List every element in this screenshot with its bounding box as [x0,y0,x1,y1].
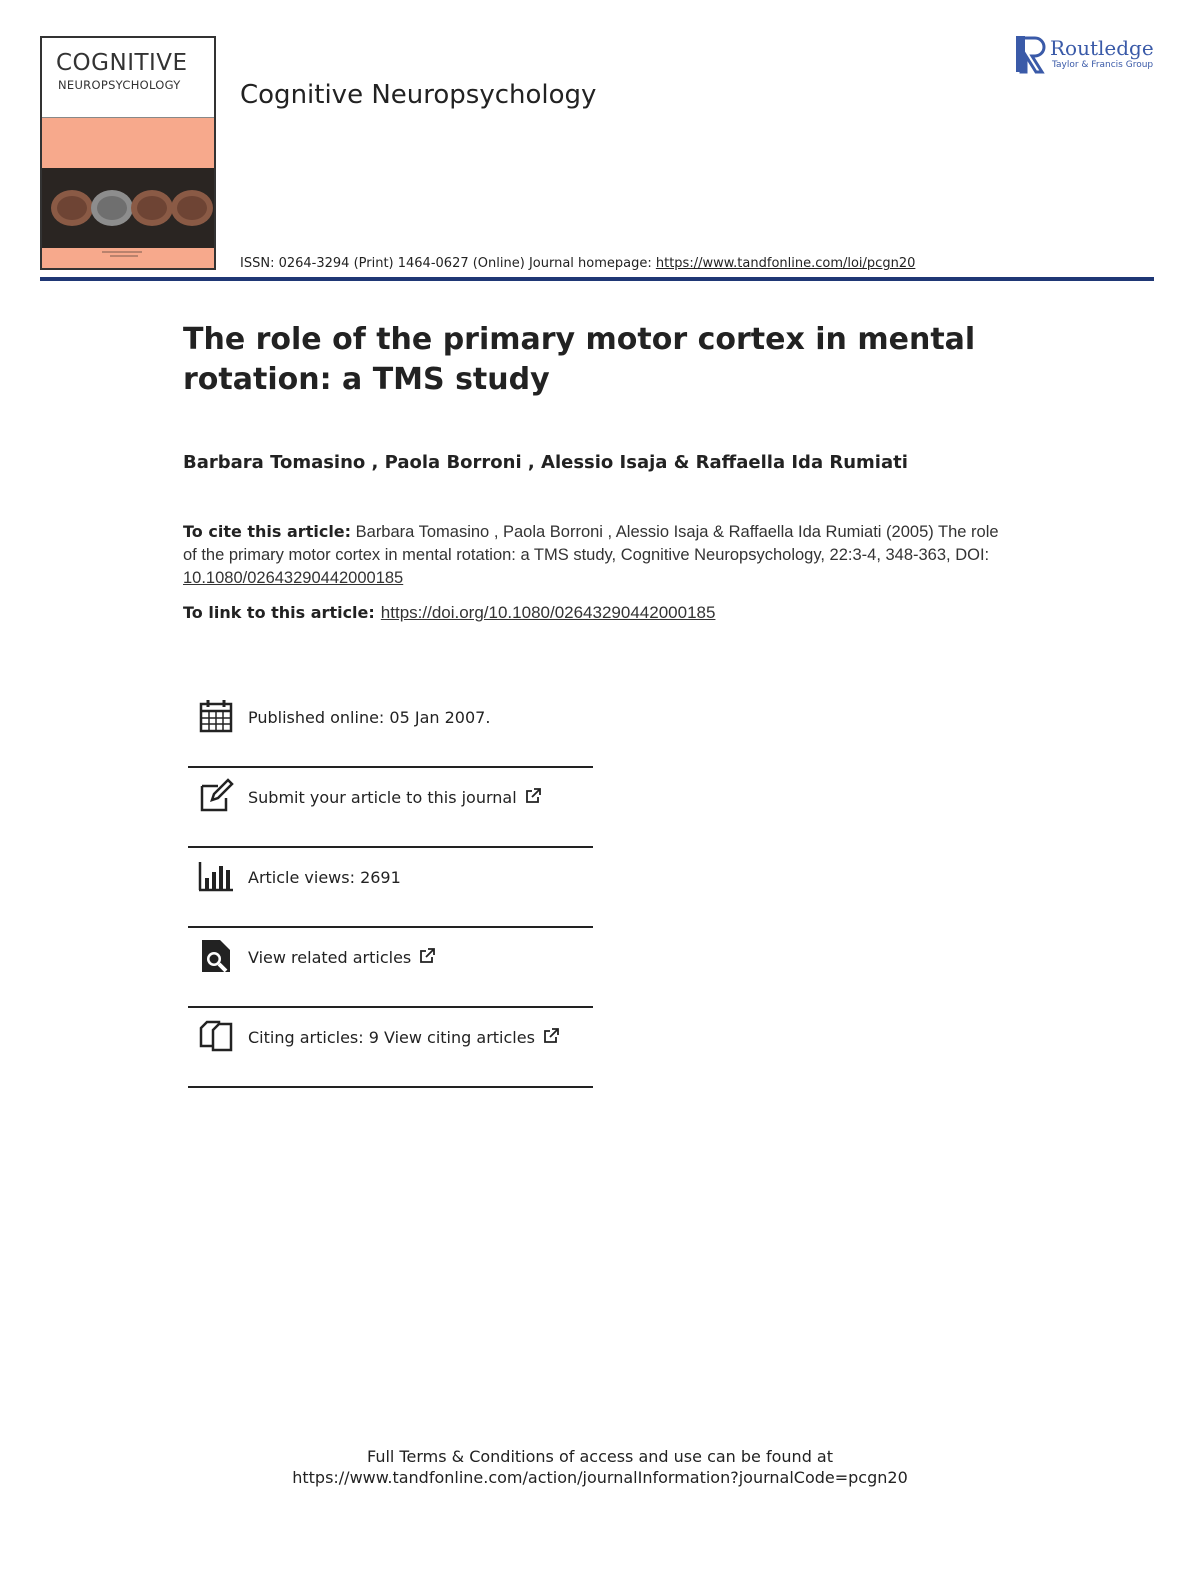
citation-text: Barbara Tomasino , Paola Borroni , Alessio Isaja & Raffaella Ida Rumiati (2005) The role of the primary motor cortex in mental rotation: a TMS study, Cognitive Neuropsychology, 22:3-4, 348-363, DOI: [183,523,999,564]
edit-icon [198,778,234,814]
issn-text: ISSN: 0264-3294 (Print) 1464-0627 (Online) Journal homepage: [240,256,656,271]
related-row[interactable] [188,928,593,1008]
views-row [188,848,593,928]
bar-chart-icon [198,858,234,894]
article-doi-url[interactable]: https://doi.org/10.1080/02643290442000185 [380,603,716,622]
citing-row[interactable] [188,1008,593,1088]
publisher-name: Routledge [1050,36,1154,60]
copy-documents-icon [198,1018,234,1054]
citing-articles-link[interactable] [248,1028,559,1047]
doi-link[interactable]: 10.1080/02643290442000185 [183,569,404,587]
related-articles-text: View related articles [248,948,412,967]
link-label: To link to this article: [183,603,375,622]
external-link-icon [543,1028,559,1044]
cover-subtitle: NEUROPSYCHOLOGY [58,78,181,92]
article-views: Article views: 2691 [248,868,401,887]
cover-header [42,38,214,118]
external-link-icon [419,948,435,964]
article-title: The role of the primary motor cortex in mental rotation: a TMS study [183,322,976,397]
publisher-group: Taylor & Francis Group [1052,60,1154,70]
submit-row[interactable] [188,768,593,848]
cover-brain-band [42,168,214,248]
terms-url[interactable]: https://www.tandfonline.com/action/journalInformation?journalCode=pcgn20 [292,1468,908,1487]
article-info-list [188,688,593,1088]
citation-label: To cite this article: [183,522,352,541]
terms-footer [0,1446,1200,1488]
journal-name: Cognitive Neuropsychology [240,80,597,110]
submit-article-link[interactable] [248,788,541,807]
external-link-icon [525,788,541,804]
brain-images-icon [42,168,216,248]
published-row [188,688,593,768]
related-articles-link[interactable] [248,948,435,967]
issn-line [240,256,915,271]
published-date: Published online: 05 Jan 2007. [248,708,491,727]
article-link-block [183,603,715,623]
document-search-icon [198,938,234,974]
header-divider [40,277,1154,281]
citation-block [183,520,1003,590]
citing-articles-text: Citing articles: 9 View citing articles [248,1028,535,1047]
cover-imprint-icon [102,250,162,258]
journal-cover [40,36,216,270]
submit-article-text: Submit your article to this journal [248,788,517,807]
cover-title: COGNITIVE [56,50,188,76]
calendar-icon [198,698,234,734]
article-authors: Barbara Tomasino , Paola Borroni , Alessio Isaja & Raffaella Ida Rumiati [183,452,908,473]
journal-homepage-link[interactable]: https://www.tandfonline.com/loi/pcgn20 [655,256,916,271]
terms-text: Full Terms & Conditions of access and use can be found at [366,1447,834,1466]
